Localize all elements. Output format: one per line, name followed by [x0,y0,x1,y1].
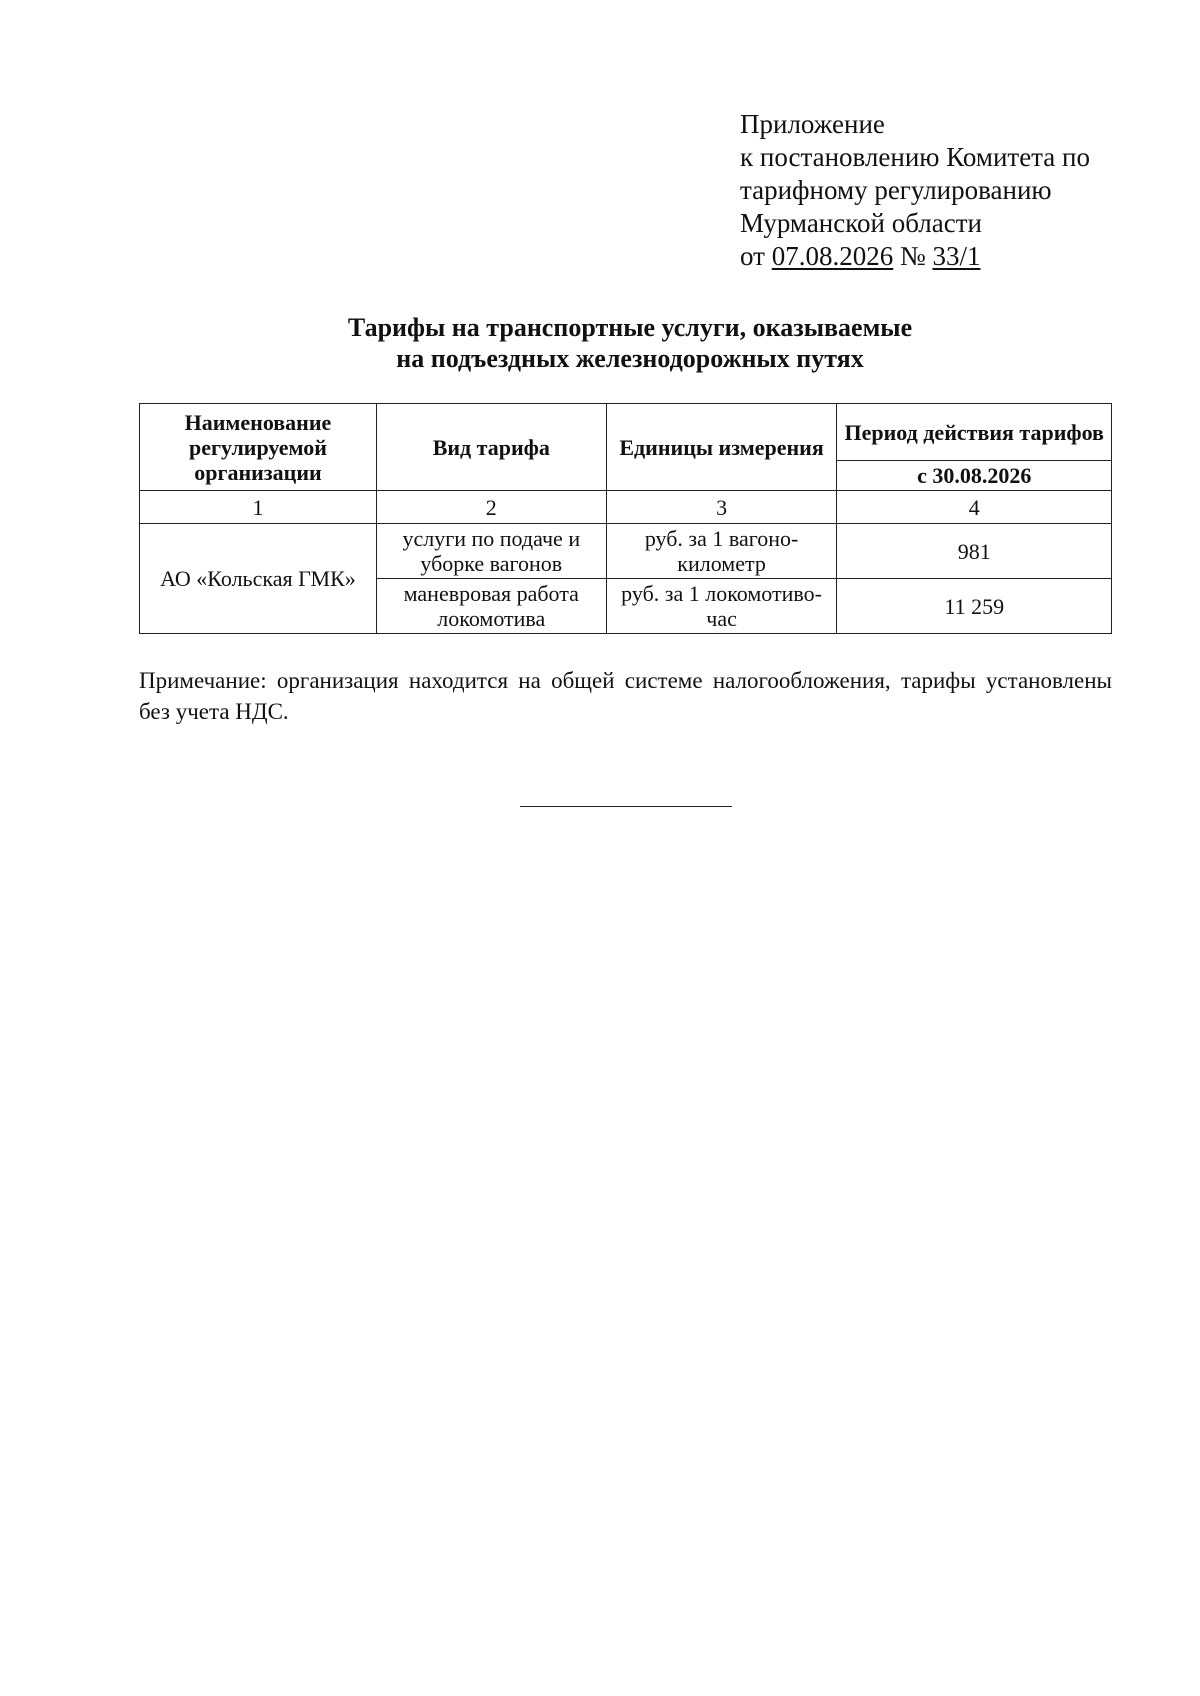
column-number-row [140,491,1112,524]
column-number: 4 [837,491,1112,524]
header-period: Период действия тарифов [837,404,1112,461]
header-period-from: с 30.08.2026 [837,461,1112,491]
title-line-1: Тарифы на транспортные услуги, оказываемые [347,313,913,342]
tax-note: Примечание: организация находится на общей системе налогообложения, тарифы установлены без учета НДС. [139,668,1112,724]
header-tariff-type: Вид тарифа [376,404,606,491]
tariff-value-cell: 11 259 [837,579,1112,634]
appendix-region-line: Мурманской области [740,208,982,238]
number-prefix: № [893,241,933,271]
appendix-date-number-line [740,240,1090,273]
tariff-type-cell: услуги по подаче и уборке вагонов [376,524,606,579]
appendix-resolution-line: к постановлению Комитета по [740,142,1090,172]
header-units: Единицы измерения [606,404,837,491]
appendix-label: Приложение [740,109,885,139]
end-divider [520,806,732,807]
resolution-number: 33/1 [932,241,981,271]
appendix-block [740,108,1090,273]
tariff-table [139,403,1112,634]
resolution-date: 07.08.2026 [771,241,894,271]
units-cell: руб. за 1 вагоно-километр [606,524,837,579]
column-number: 1 [140,491,377,524]
table-header-row [140,404,1112,461]
units-cell: руб. за 1 локомотиво-час [606,579,837,634]
appendix-committee-line: тарифному регулированию [740,175,1052,205]
column-number: 3 [606,491,837,524]
tariff-type-cell: маневровая работа локомотива [376,579,606,634]
document-title [0,312,1200,374]
tariff-value-cell: 981 [837,524,1112,579]
table-row [140,524,1112,579]
organization-name: АО «Кольская ГМК» [140,524,377,634]
date-prefix: от [740,241,772,271]
title-line-2: на подъездных железнодорожных путях [396,344,864,373]
header-organization: Наименование регулируемой организации [140,404,377,491]
column-number: 2 [376,491,606,524]
